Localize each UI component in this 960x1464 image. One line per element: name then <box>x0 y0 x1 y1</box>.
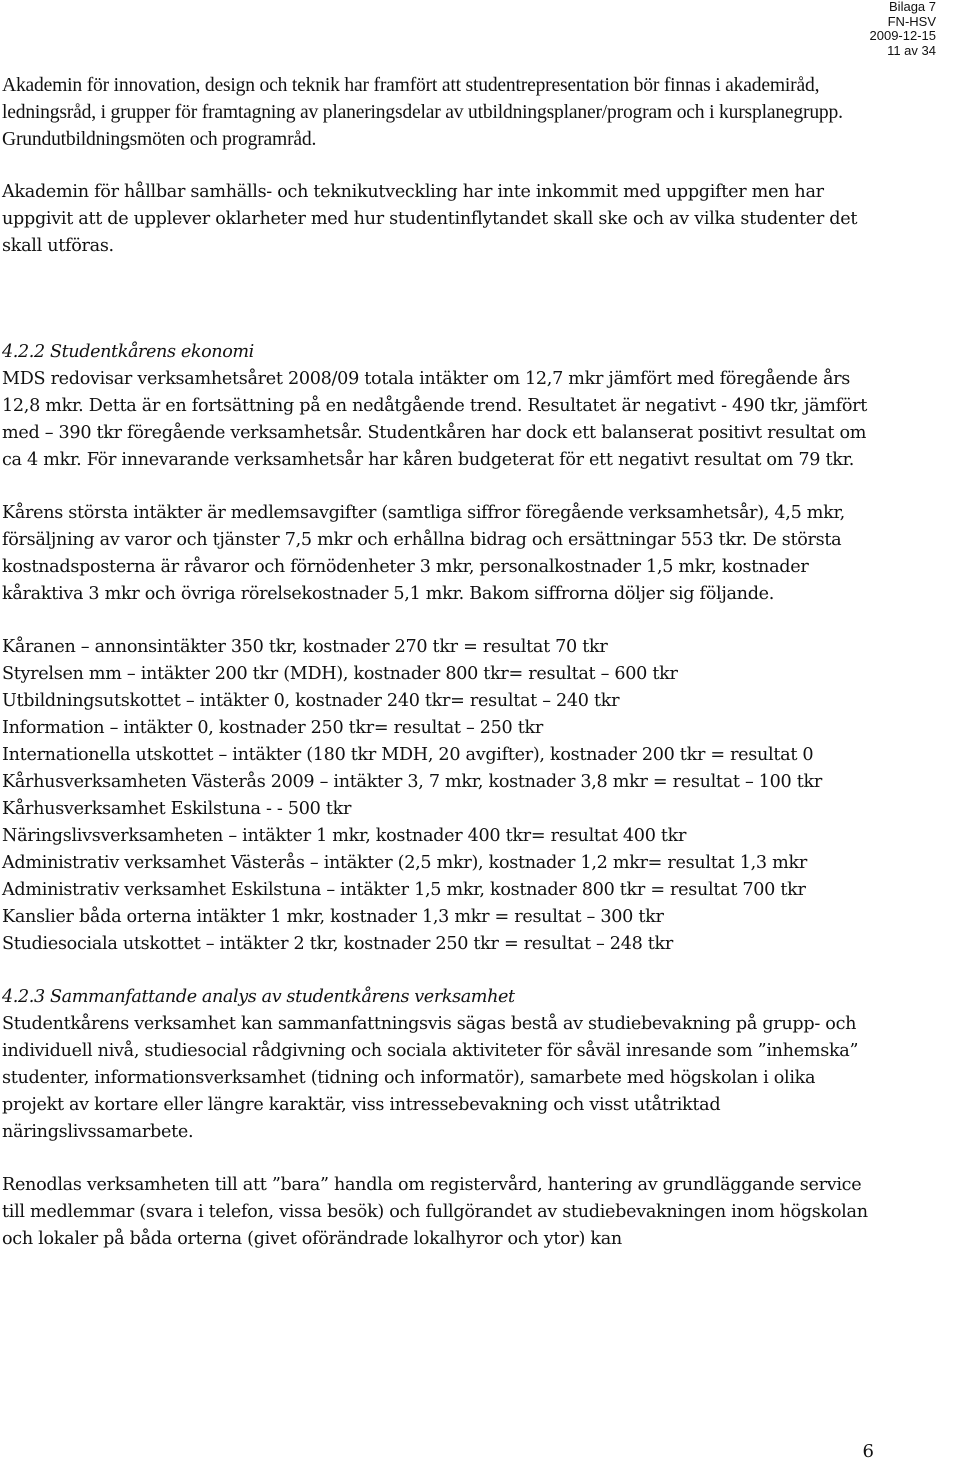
paragraph-sustainable-academy: Akademin för hållbar samhälls- och teknikutveckling har inte inkommit med uppgifter men har uppgivit att de upplever oklarheter med hur studentinflytandet skall ske och av vilka studenter det skall utföras. <box>2 182 858 256</box>
document-body <box>2 72 882 1253</box>
page-header <box>870 0 937 58</box>
list-item: Kåranen – annonsintäkter 350 tkr, kostnader 270 tkr = resultat 70 tkr <box>2 637 608 657</box>
page-of-label: 11 av 34 <box>887 42 936 58</box>
list-item: Kårhusverksamheten Västerås 2009 – intäkter 3, 7 mkr, kostnader 3,8 mkr = resultat – 100 tkr <box>2 772 822 792</box>
list-item: Styrelsen mm – intäkter 200 tkr (MDH), kostnader 800 tkr= resultat – 600 tkr <box>2 664 678 684</box>
list-item: Utbildningsutskottet – intäkter 0, kostnader 240 tkr= resultat – 240 tkr <box>2 691 620 711</box>
list-item: Kanslier båda orterna intäkter 1 mkr, kostnader 1,3 mkr = resultat – 300 tkr <box>2 907 664 927</box>
paragraph-economy-overview: MDS redovisar verksamhetsåret 2008/09 totala intäkter om 12,7 mkr jämfört med föregående års 12,8 mkr. Detta är en fortsättning på en nedåtgående trend. Resultatet är negativt - 490 tkr, jämfört med – 390 tkr föregående verksamhetsår. Studentkåren har dock ett balanserat positivt resultat om ca 4 mkr. För innevarande verksamhetsår har kåren budgeterat för ett negativt resultat om 79 tkr. <box>2 369 868 470</box>
paragraph-core-activities: Renodlas verksamheten till att ”bara” handla om registervård, hantering av grundläggande service till medlemmar (svara i telefon, vissa besök) och fullgörandet av studiebevakningen inom högskolan och lokaler på båda orterna (givet oförändrade lokalhyror och ytor) kan <box>2 1175 868 1249</box>
list-item: Information – intäkter 0, kostnader 250 tkr= resultat – 250 tkr <box>2 718 543 738</box>
list-item: Administrativ verksamhet Eskilstuna – intäkter 1,5 mkr, kostnader 800 tkr = resultat 700 tkr <box>2 880 806 900</box>
section-heading-4-2-2: 4.2.2 Studentkårens ekonomi <box>2 342 254 362</box>
list-item: Administrativ verksamhet Västerås – intäkter (2,5 mkr), kostnader 1,2 mkr= resultat 1,3 mkr <box>2 853 807 873</box>
organization-code: FN-HSV <box>887 13 936 29</box>
paragraph-summary-analysis: Studentkårens verksamhet kan sammanfattningsvis sägas bestå av studiebevakning på grupp- och individuell nivå, studiesocial rådgivning och sociala aktiviteter för såväl inresande som ”inhemska” studenter, informationsverksamhet (tidning och informatör), samarbete med högskolan i olika projekt av kortare eller längre karaktär, viss intressebevakning och visst utåtriktad näringslivssamarbete. <box>2 1014 859 1142</box>
paragraph-innovation-academy: Akademin för innovation, design och teknik har framfört att studentrepresentation bör finnas i akademiråd, ledningsråd, i grupper för framtagning av planeringsdelar av utbildningsplaner/program och i kursplanegrupp. Grundutbildningsmöten och programråd. <box>2 75 843 150</box>
economy-item-list <box>2 634 882 958</box>
attachment-label: Bilaga 7 <box>889 0 936 14</box>
list-item: Internationella utskottet – intäkter (180 tkr MDH, 20 avgifter), kostnader 200 tkr = resultat 0 <box>2 745 814 765</box>
list-item: Studiesociala utskottet – intäkter 2 tkr, kostnader 250 tkr = resultat – 248 tkr <box>2 934 674 954</box>
list-item: Näringslivsverksamheten – intäkter 1 mkr, kostnader 400 tkr= resultat 400 tkr <box>2 826 687 846</box>
section-heading-4-2-3: 4.2.3 Sammanfattande analys av studentkårens verksamhet <box>2 987 515 1007</box>
paragraph-income-costs: Kårens största intäkter är medlemsavgifter (samtliga siffror föregående verksamhetsår), 4,5 mkr, försäljning av varor och tjänster 7,5 mkr och erhållna bidrag och ersättningar 553 tkr. De största kostnadsposterna är råvaror och förnödenheter 3 mkr, personalkostnader 1,5 mkr, kostnader kåraktiva 3 mkr och övriga rörelsekostnader 5,1 mkr. Bakom siffrorna döljer sig följande. <box>2 503 845 604</box>
list-item: Kårhusverksamhet Eskilstuna - - 500 tkr <box>2 799 352 819</box>
document-date: 2009-12-15 <box>869 28 936 43</box>
page-number: 6 <box>862 1441 874 1462</box>
